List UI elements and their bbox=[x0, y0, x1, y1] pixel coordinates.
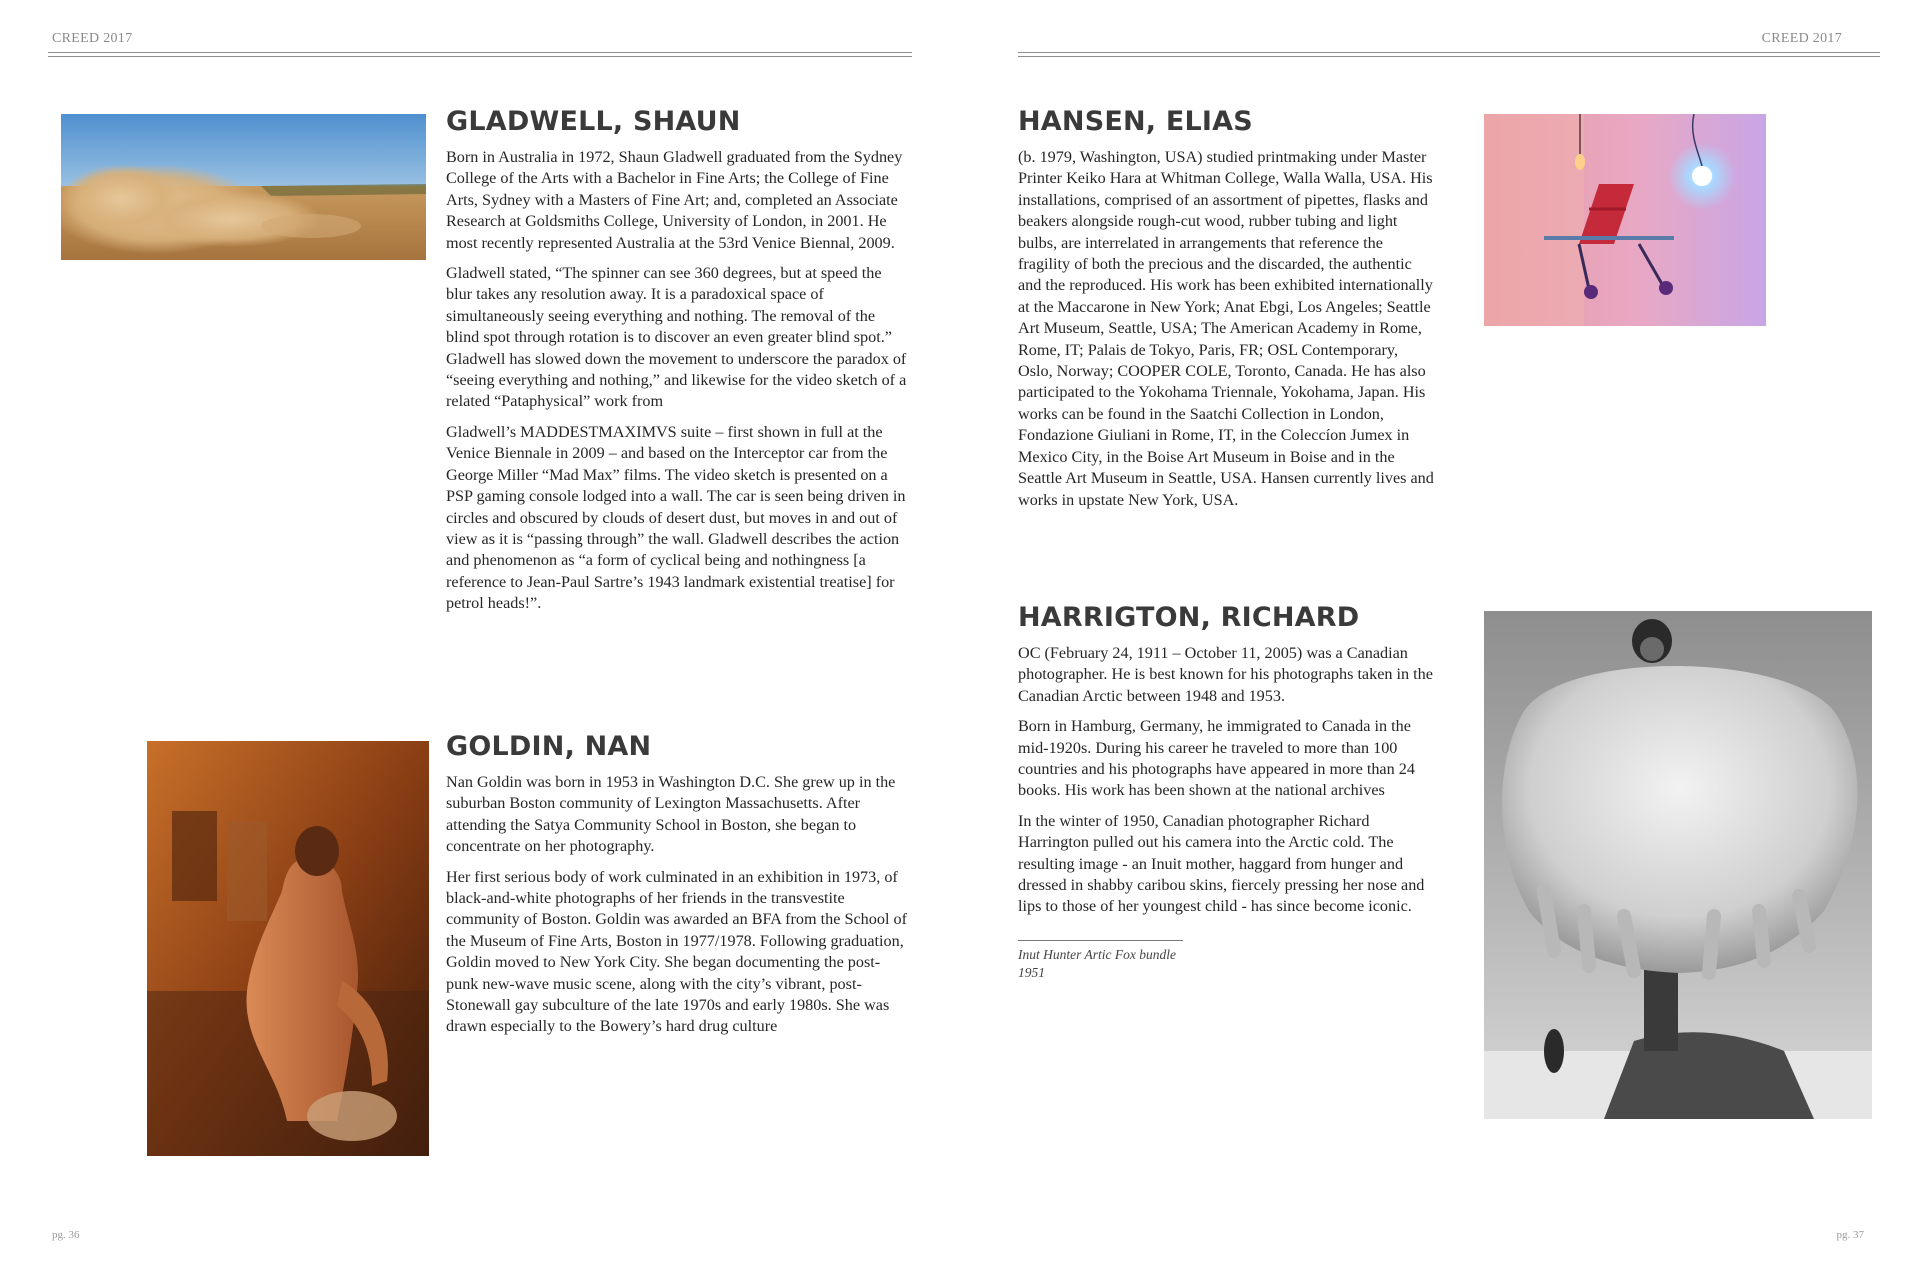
photo-caption bbox=[1018, 940, 1183, 982]
artist-name: HARRIGTON, RICHARD bbox=[1018, 602, 1360, 633]
entry-hansen bbox=[1018, 106, 1436, 520]
header-rule bbox=[1018, 52, 1880, 57]
artist-name: HANSEN, ELIAS bbox=[1018, 106, 1253, 137]
caption-year: 1951 bbox=[1018, 964, 1045, 980]
gladwell-desert-dust-photo bbox=[61, 114, 426, 260]
bio-paragraph: Nan Goldin was born in 1953 in Washington D.C. She grew up in the suburban Boston community of Lexington Massachusetts. After attending the Satya Community School in Boston, she began to concentrate on her photography. bbox=[446, 773, 896, 856]
page-number: pg. 36 bbox=[52, 1229, 80, 1241]
running-head: CREED 2017 bbox=[1761, 31, 1842, 46]
bio-paragraph: Her first serious body of work culminated in an exhibition in 1973, of black-and-white photographs of her friends in the transvestite community of Boston. Goldin was awarded an BFA from the School of the Museum of Fine Arts, Boston in 1977/1978. Following graduation, Goldin moved to New York City. She began documenting the post-punk new-wave music scene, along with the city’s vibrant, post-Stonewall gay subculture of the late 1970s and early 1980s. She was drawn especially to the Bowery’s hard drug culture bbox=[446, 867, 907, 1036]
page-number: pg. 37 bbox=[1836, 1229, 1864, 1241]
caption-title: Inut Hunter Artic Fox bundle bbox=[1018, 946, 1176, 962]
entry-gladwell bbox=[446, 106, 910, 624]
bio-paragraph: (b. 1979, Washington, USA) studied printmaking under Master Printer Keiko Hara at Whitman College, Walla Walla, USA. His installations, comprised of an assortment of pipettes, flasks and beakers alongside rough-cut wood, rubber tubing and light bulbs, are interrelated in arrangements that reference the fragility of both the precious and the discarded, the authentic and the reproduced. His work has been exhibited internationally at the Maccarone in New York; Anat Ebgi, Los Angeles; Seattle Art Museum, Seattle, USA; The American Academy in Rome, Rome, IT; Palais de Tokyo, Paris, FR; OSL Contemporary, Oslo, Norway; COOPER COLE, Toronto, Canada. He has also participated to the Yokohama Triennale, Yokohama, Japan. His works can be found in the Saatchi Collection in London, Fondazione Giuliani in Rome, IT, in the Coleccíon Jumex in Mexico City, in the Boise Art Museum in Boise and in the Seattle Art Museum in Seattle, USA. Hansen currently lives and works in upstate New York, USA. bbox=[1018, 148, 1434, 509]
harrington-fox-bundle-photo bbox=[1484, 611, 1872, 1119]
artist-name: GOLDIN, NAN bbox=[446, 731, 652, 762]
header-rule bbox=[48, 52, 912, 57]
bio-paragraph: In the winter of 1950, Canadian photographer Richard Harrington pulled out his camera into the Arctic cold. The resulting image - an Inuit mother, haggard from hunger and dressed in shabby caribou skins, fiercely pressing her nose and lips to those of her youngest child - has since become iconic. bbox=[1018, 811, 1425, 916]
goldin-interior-photo bbox=[147, 741, 429, 1156]
right-page bbox=[960, 0, 1920, 1264]
entry-goldin bbox=[446, 731, 910, 1047]
running-head: CREED 2017 bbox=[52, 31, 133, 46]
hansen-installation-photo bbox=[1484, 114, 1766, 326]
bio-paragraph: Gladwell’s MADDESTMAXIMVS suite – first shown in full at the Venice Biennale in 2009 – and based on the Interceptor car from the George Miller “Mad Max” films. The video sketch is presented on a PSP gaming console lodged into a wall. The car is seen being driven in circles and obscured by clouds of desert dust, but moves in and out of view as it is “passing through” the wall. Gladwell describes the action and phenomenon as “a form of cyclical being and nothingness [a reference to Jean-Paul Sartre’s 1943 landmark existential treatise] for petrol heads!”. bbox=[446, 422, 906, 613]
bio-paragraph: Born in Australia in 1972, Shaun Gladwell graduated from the Sydney College of the Arts with a Bachelor in Fine Arts; the College of Fine Arts, Sydney with a Masters of Fine Art; and, completed an Associate Research at Goldsmiths College, University of London, in 2001. He most recently represented Australia at the 53rd Venice Biennal, 2009. bbox=[446, 148, 903, 252]
bio-paragraph: OC (February 24, 1911 – October 11, 2005) was a Canadian photographer. He is best known for his photographs taken in the Canadian Arctic between 1948 and 1953. bbox=[1018, 644, 1433, 705]
artist-name: GLADWELL, SHAUN bbox=[446, 106, 741, 137]
bio-paragraph: Born in Hamburg, Germany, he immigrated to Canada in the mid-1920s. During his career he traveled to more than 100 countries and his photographs have appeared in more than 24 books. His work has been shown at the national archives bbox=[1018, 717, 1415, 800]
bio-paragraph: Gladwell stated, “The spinner can see 360 degrees, but at speed the blur takes any resolution away. It is a paradoxical space of simultaneously seeing everything and nothing. The removal of the blind spot through rotation is to discover an even greater blind spot.” Gladwell has slowed down the movement to underscore the paradox of “seeing everything and nothing,” and likewise for the video sketch of a related “Pataphysical” work from bbox=[446, 264, 907, 411]
entry-harrigton bbox=[1018, 602, 1436, 982]
